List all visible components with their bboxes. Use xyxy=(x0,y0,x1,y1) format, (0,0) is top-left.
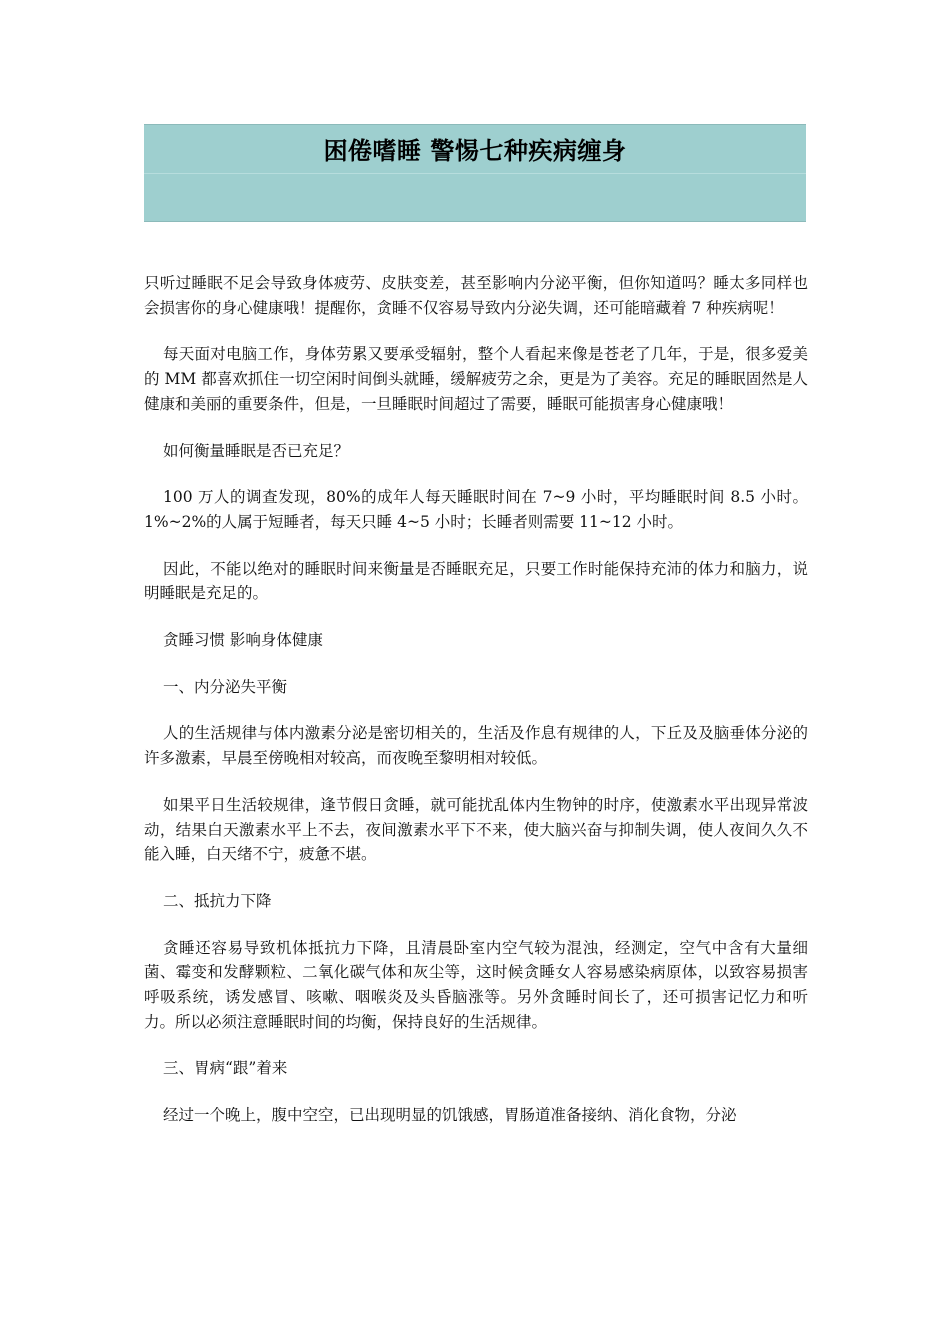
paragraph: 100 万人的调查发现，80%的成年人每天睡眠时间在 7~9 小时，平均睡眠时间 8.5 小时。1%~2%的人属于短睡者，每天只睡 4~5 小时；长睡者则需要 11~12 小时。 xyxy=(144,488,808,531)
section-heading: 三、胃病“跟”着来 xyxy=(163,1059,288,1078)
paragraph: 每天面对电脑工作，身体劳累又要承受辐射，整个人看起来像是苍老了几年，于是，很多爱美的 MM 都喜欢抓住一切空闲时间倒头就睡，缓解疲劳之余，更是为了美容。充足的睡眠固然是人健康和美丽的重要条件，但是，一旦睡眠时间超过了需要，睡眠可能损害身心健康哦！ xyxy=(144,345,808,413)
paragraph-intro: 只听过睡眠不足会导致身体疲劳、皮肤变差，甚至影响内分泌平衡，但你知道吗？睡太多同样也会损害你的身心健康哦！提醒你，贪睡不仅容易导致内分泌失调，还可能暗藏着 7 种疾病呢！ xyxy=(144,274,808,317)
section-heading: 贪睡习惯 影响身体健康 xyxy=(163,631,323,650)
paragraph: 经过一个晚上，腹中空空，已出现明显的饥饿感，胃肠道准备接纳、消化食物，分泌 xyxy=(163,1106,737,1125)
paragraph: 贪睡还容易导致机体抵抗力下降，且清晨卧室内空气较为混浊，经测定，空气中含有大量细菌、霉变和发酵颗粒、二氧化碳气体和灰尘等，这时候贪睡女人容易感染病原体，以致容易损害呼吸系统，诱发感冒、咳嗽、咽喉炎及头昏脑涨等。另外贪睡时间长了，还可损害记忆力和听力。所以必须注意睡眠时间的均衡，保持良好的生活规律。 xyxy=(144,938,808,1031)
paragraph: 如果平日生活较规律，逢节假日贪睡，就可能扰乱体内生物钟的时序，使激素水平出现异常波动，结果白天激素水平上不去，夜间激素水平下不来，使大脑兴奋与抑制失调，使人夜间久久不能入睡，白天绪不宁，疲惫不堪。 xyxy=(144,795,808,864)
title-banner-divider xyxy=(144,173,806,174)
document-body xyxy=(144,271,808,1150)
section-heading: 一、内分泌失平衡 xyxy=(163,677,288,696)
section-heading: 二、抵抗力下降 xyxy=(163,891,272,910)
paragraph: 因此，不能以绝对的睡眠时间来衡量是否睡眠充足，只要工作时能保持充沛的体力和脑力，说明睡眠是充足的。 xyxy=(144,559,808,603)
section-question: 如何衡量睡眠是否已充足？ xyxy=(163,441,350,460)
paragraph: 人的生活规律与体内激素分泌是密切相关的，生活及作息有规律的人，下丘及及脑垂体分泌的许多激素，早晨至傍晚相对较高，而夜晚至黎明相对较低。 xyxy=(144,724,808,768)
document-title: 困倦嗜睡 警惕七种疾病缠身 xyxy=(323,136,627,165)
title-banner xyxy=(144,124,806,222)
